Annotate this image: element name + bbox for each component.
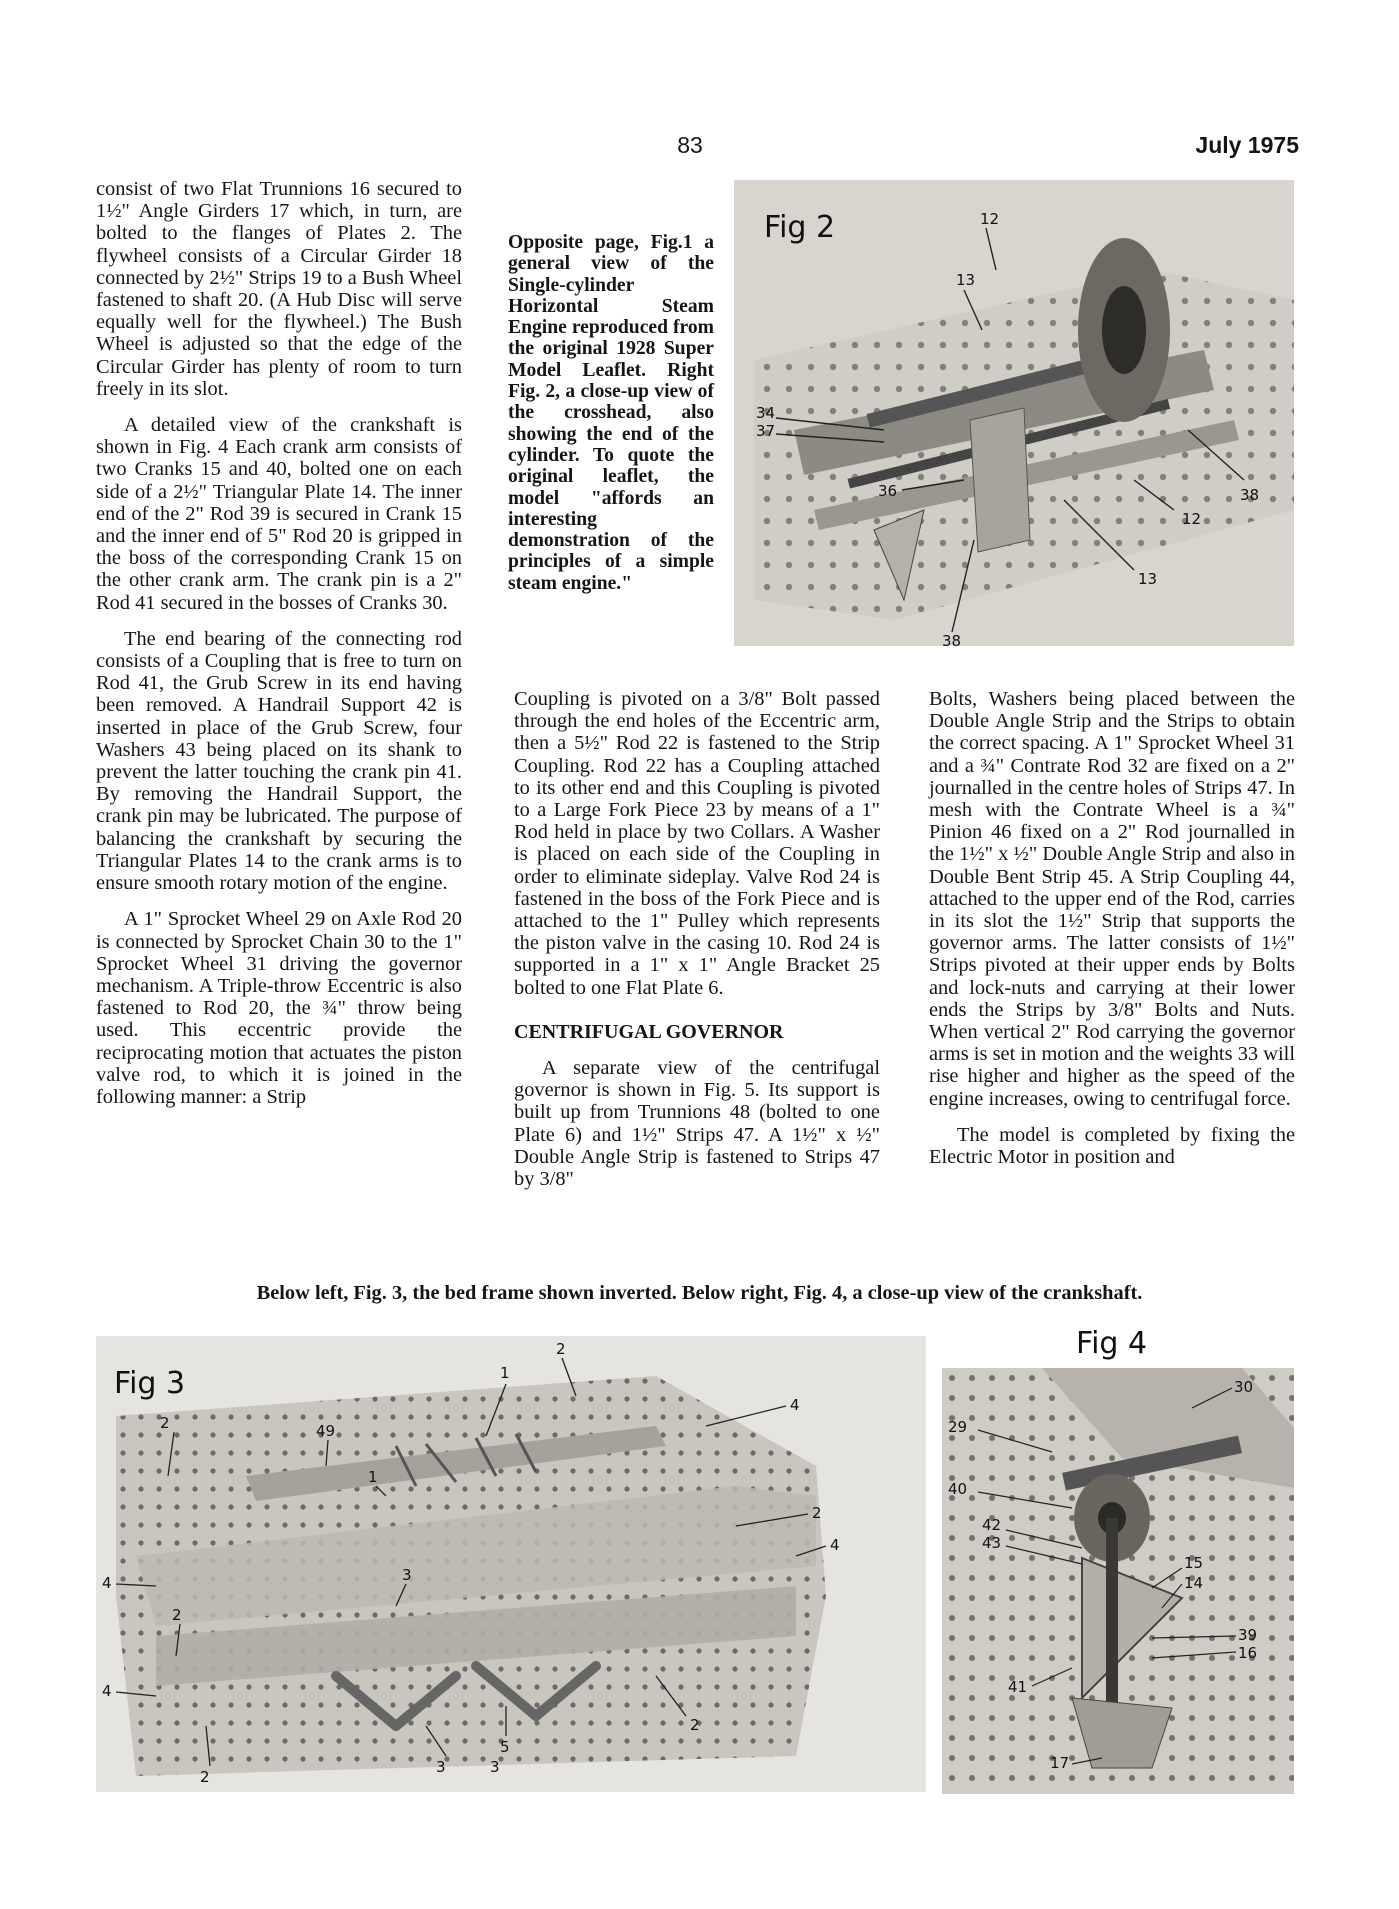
fig4-label: 16 bbox=[1238, 1644, 1258, 1662]
fig2-label: 37 bbox=[756, 422, 776, 440]
fig3-label: 4 bbox=[102, 1682, 112, 1700]
fig3-label: 1 bbox=[500, 1364, 510, 1382]
fig3-label: 3 bbox=[402, 1566, 412, 1584]
figure-4-photo bbox=[942, 1322, 1294, 1794]
page-date: July 1975 bbox=[1195, 132, 1299, 158]
paragraph: A detailed view of the crankshaft is shown in Fig. 4 Each crank arm consists of two Cranks 15 and 40, bolted one on each side of a 2½" Triangular Plate 14. The inner end of the 2" Rod 39 is secured in Crank 15 and the inner end of 5" Rod 20 is gripped in the boss of the corresponding Crank 15 on the other crank arm. The crank pin is a 2" Rod 41 secured in the bosses of Cranks 30. bbox=[96, 414, 462, 614]
figure-caption-bottom: Below left, Fig. 3, the bed frame shown inverted. Below right, Fig. 4, a close-up view of the crankshaft. bbox=[256, 1282, 1143, 1304]
crosshead-illustration bbox=[734, 180, 1294, 646]
fig4-label: 40 bbox=[948, 1480, 968, 1498]
figure-caption-side: Opposite page, Fig.1 a general view of the Single-cylinder Horizontal Steam Engine reproduced from the original 1928 Super Model Leaflet. Right Fig. 2, a close-up view of the crosshead, also showing the end of the cylinder. To quote the original leaflet, the model "affords an interesting demonstration of the principles of a simple steam engine." bbox=[508, 232, 714, 594]
fig4-label: 29 bbox=[948, 1418, 968, 1436]
fig2-label: 38 bbox=[942, 632, 962, 646]
paragraph: Coupling is pivoted on a 3/8" Bolt passed through the end holes of the Eccentric arm, then a 5½" Rod 22 is fastened to the Strip Coupling. Rod 22 has a Coupling attached to its other end and this Coupling is pivoted to a Large Fork Piece 23 by means of a 1" Rod held in place by two Collars. A Washer is placed on each side of the Coupling in order to eliminate sideplay. Valve Rod 24 is fastened in the boss of the Fork Piece and is attached to the 1" Pulley which represents the piston valve in the casing 10. Rod 24 is supported in a 1" x 1" Angle Bracket 25 bolted to one Flat Plate 6. bbox=[514, 688, 880, 999]
paragraph: A separate view of the centrifugal governor is shown in Fig. 5. Its support is built up from Trunnions 48 (bolted to one Plate 6) and 1½" Strips 47. A 1½" x ½" Double Angle Strip is fastened to Strips 47 by 3/8" bbox=[514, 1057, 880, 1191]
fig3-label: 3 bbox=[490, 1758, 500, 1776]
fig2-label: 12 bbox=[980, 210, 1000, 228]
fig3-label: 2 bbox=[200, 1768, 210, 1786]
figure-2-photo bbox=[734, 180, 1294, 646]
paragraph: Bolts, Washers being placed between the Double Angle Strip and the Strips to obtain the correct spacing. A 1" Sprocket Wheel 31 and a ¾" Contrate Rod 32 are fixed on a 2" journalled in the centre holes of Strips 47. In mesh with the Contrate Wheel is a ¾" Pinion 46 fixed on a 2" Rod journalled in the 1½" x ½" Double Angle Strip and also in Double Bent Strip 45. A Strip Coupling 44, attached to the upper end of the Rod, carries in its slot the 1½" Strip that supports the governor arms. The latter consists of 1½" Strips pivoted at their upper ends by Bolts and lock-nuts and carrying at their lower ends the Strips by 3/8" Bolts and Nuts. When vertical 2" Rod carrying the governor arms is set in motion and the weights 33 will rise higher and higher as the speed of the engine increases, owing to centrifugal force. bbox=[929, 688, 1295, 1110]
figure-3-title: Fig 3 bbox=[114, 1366, 186, 1401]
crankshaft-illustration bbox=[942, 1368, 1294, 1794]
fig3-label: 2 bbox=[172, 1606, 182, 1624]
figure-4-title: Fig 4 bbox=[1076, 1326, 1148, 1361]
fig3-label: 2 bbox=[160, 1414, 170, 1432]
fig2-label: 38 bbox=[1240, 486, 1260, 504]
fig4-label: 41 bbox=[1008, 1678, 1028, 1696]
crankshaft-photo bbox=[942, 1368, 1294, 1794]
fig3-label: 4 bbox=[830, 1536, 840, 1554]
fig3-label: 3 bbox=[436, 1758, 446, 1776]
paragraph: A 1" Sprocket Wheel 29 on Axle Rod 20 is connected by Sprocket Chain 30 to the 1" Sprocket Wheel 31 driving the governor mechanism. A Triple-throw Eccentric is also fastened to Rod 20, the ¾" throw being used. This eccentric provide the reciprocating motion that actuates the piston valve rod, to which it is joined in the following manner: a Strip bbox=[96, 908, 462, 1108]
fig2-label: 36 bbox=[878, 482, 898, 500]
fig4-label: 43 bbox=[982, 1534, 1002, 1552]
figure-3-photo bbox=[96, 1336, 926, 1792]
fig3-label: 4 bbox=[790, 1396, 800, 1414]
fig4-label: 39 bbox=[1238, 1626, 1258, 1644]
section-heading: CENTRIFUGAL GOVERNOR bbox=[514, 1020, 784, 1043]
bed-frame-illustration bbox=[96, 1336, 926, 1792]
fig3-label: 2 bbox=[812, 1504, 822, 1522]
fig3-label: 4 bbox=[102, 1574, 112, 1592]
left-column bbox=[96, 178, 462, 1108]
fig3-label: 2 bbox=[556, 1340, 566, 1358]
fig2-label: 13 bbox=[1138, 570, 1158, 588]
fig2-label: 12 bbox=[1182, 510, 1202, 528]
fig4-label: 15 bbox=[1184, 1554, 1204, 1572]
paragraph: The model is completed by fixing the Electric Motor in position and bbox=[929, 1123, 1295, 1169]
fig3-label: 49 bbox=[316, 1422, 336, 1440]
figure-2-title: Fig 2 bbox=[764, 210, 836, 245]
paragraph: consist of two Flat Trunnions 16 secured to 1½" Angle Girders 17 which, in turn, are bolted to the flanges of Plates 2. The flywheel consists of a Circular Girder 18 connected by 2½" Strips 19 to a Bush Wheel fastened to shaft 20. (A Hub Disc will serve equally well for the flywheel.) The Bush Wheel is adjusted so that the edge of the Circular Girder has plenty of room to turn freely in its slot. bbox=[96, 178, 462, 400]
fig4-label: 30 bbox=[1234, 1378, 1254, 1396]
fig3-label: 1 bbox=[368, 1468, 378, 1486]
fig4-label: 14 bbox=[1184, 1574, 1204, 1592]
paragraph: The end bearing of the connecting rod consists of a Coupling that is free to turn on Rod 41, the Grub Screw in its end having been removed. A Handrail Support 42 is inserted in place of the Grub Screw, four Washers 43 being placed on its shank to prevent the latter touching the crank pin 41. By removing the Handrail Support, the crank pin may be lubricated. The purpose of balancing the crankshaft by securing the Triangular Plates 14 to the crank arms is to ensure smooth rotary motion of the engine. bbox=[96, 627, 462, 895]
page-number: 83 bbox=[677, 132, 703, 158]
right-column bbox=[929, 688, 1295, 1168]
middle-column bbox=[514, 688, 880, 1190]
fig2-label: 34 bbox=[756, 404, 776, 422]
fig4-label: 42 bbox=[982, 1516, 1002, 1534]
fig4-label: 17 bbox=[1050, 1754, 1070, 1772]
fig3-label: 5 bbox=[500, 1738, 510, 1756]
fig2-label: 13 bbox=[956, 271, 976, 289]
fig3-label: 2 bbox=[690, 1716, 700, 1734]
